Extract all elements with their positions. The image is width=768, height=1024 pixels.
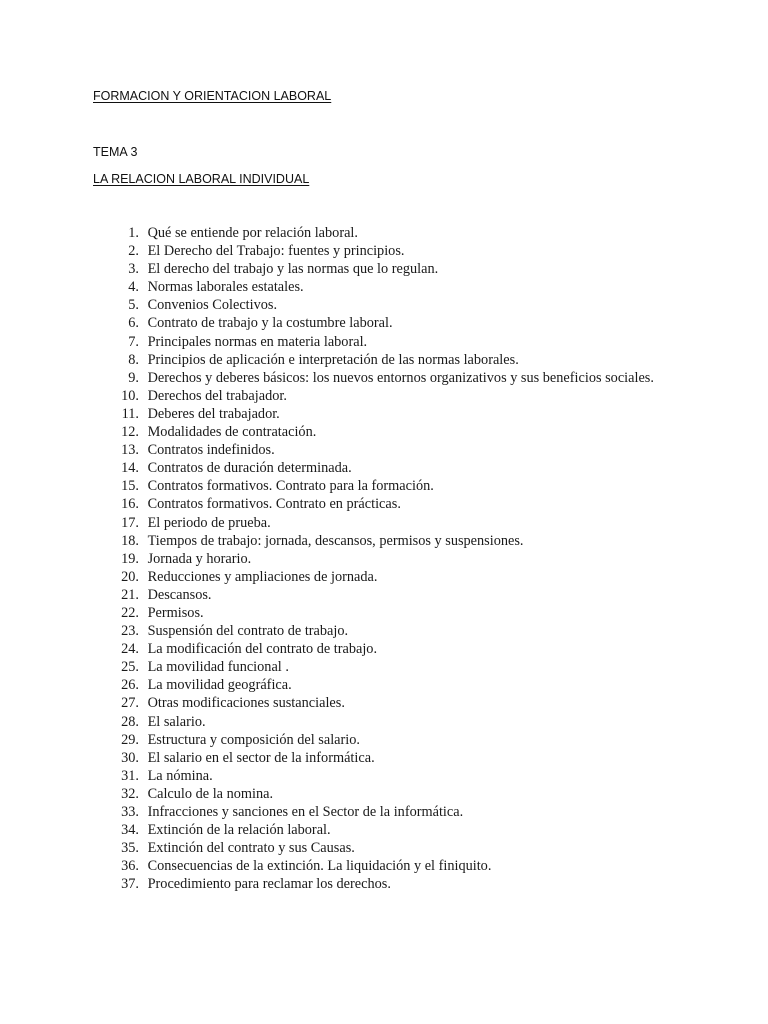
list-item bbox=[114, 224, 674, 242]
list-item-gap bbox=[139, 694, 148, 712]
list-item-number: 25. bbox=[121, 659, 139, 676]
list-item-number: 15. bbox=[121, 478, 139, 495]
list-item-gap bbox=[139, 658, 148, 676]
list-item bbox=[114, 550, 674, 568]
list-item bbox=[114, 568, 674, 586]
list-item-gap bbox=[139, 875, 148, 893]
list-item-text: Contratos de duración determinada. bbox=[147, 460, 352, 477]
list-item-number: 21. bbox=[121, 586, 139, 603]
list-item-number: 12. bbox=[121, 424, 139, 441]
list-item-text: Derechos del trabajador. bbox=[147, 387, 287, 404]
list-item-number: 28. bbox=[121, 713, 139, 730]
list-item-number: 22. bbox=[121, 604, 139, 621]
list-item-gap bbox=[139, 224, 148, 242]
list-item-gap bbox=[139, 803, 148, 821]
list-item-gap bbox=[139, 785, 148, 803]
list-item-text: Calculo de la nomina. bbox=[147, 785, 274, 802]
list-item-text: El periodo de prueba. bbox=[147, 514, 271, 531]
list-item-text: Principios de aplicación e interpretación de las normas laborales. bbox=[147, 351, 519, 368]
list-item-number: 13. bbox=[121, 442, 139, 459]
list-item-text: Extinción de la relación laboral. bbox=[147, 822, 331, 839]
list-item-number: 7. bbox=[128, 333, 139, 350]
list-item bbox=[114, 333, 674, 351]
list-item-gap bbox=[139, 514, 148, 532]
list-item-number: 14. bbox=[121, 460, 139, 477]
list-item-gap bbox=[139, 459, 148, 477]
list-item-number: 34. bbox=[121, 822, 139, 839]
list-item-number: 2. bbox=[128, 243, 139, 260]
list-item-text: Extinción del contrato y sus Causas. bbox=[147, 840, 355, 857]
list-item-gap bbox=[139, 278, 148, 296]
list-item-text: El salario en el sector de la informática. bbox=[147, 749, 375, 766]
list-item-gap bbox=[139, 839, 148, 857]
list-item bbox=[114, 713, 674, 731]
list-item-gap bbox=[139, 477, 148, 495]
list-item-number: 17. bbox=[121, 514, 139, 531]
list-item-text: La modificación del contrato de trabajo. bbox=[147, 641, 378, 658]
list-item-text: Qué se entiende por relación laboral. bbox=[147, 225, 358, 241]
list-item-number: 31. bbox=[121, 767, 139, 784]
list-item-text: Permisos. bbox=[147, 604, 204, 621]
list-item-text: El salario. bbox=[147, 713, 206, 730]
list-item bbox=[114, 441, 674, 459]
list-item-number: 3. bbox=[128, 261, 139, 278]
list-item-number: 24. bbox=[121, 641, 139, 658]
list-item-number: 5. bbox=[128, 297, 139, 314]
list-item bbox=[114, 731, 674, 749]
list-item bbox=[114, 821, 674, 839]
list-item bbox=[114, 676, 674, 694]
topic-label: TEMA 3 bbox=[93, 145, 138, 159]
list-item-gap bbox=[139, 314, 148, 332]
list-item-number: 23. bbox=[121, 623, 139, 640]
list-item-text: Procedimiento para reclamar los derechos. bbox=[147, 876, 391, 893]
list-item bbox=[114, 296, 674, 314]
list-item-text: Tiempos de trabajo: jornada, descansos, permisos y suspensiones. bbox=[147, 532, 524, 549]
list-item-number: 29. bbox=[121, 731, 139, 748]
list-item-number: 35. bbox=[121, 840, 139, 857]
list-item bbox=[114, 658, 674, 676]
list-item-gap bbox=[139, 242, 148, 260]
list-item bbox=[114, 532, 674, 550]
list-item-text: Contratos formativos. Contrato en prácticas. bbox=[147, 496, 401, 513]
list-item-number: 10. bbox=[121, 387, 139, 404]
list-item bbox=[114, 387, 674, 405]
list-item-gap bbox=[139, 731, 148, 749]
list-item-text: Deberes del trabajador. bbox=[147, 405, 280, 422]
list-item-number: 30. bbox=[121, 749, 139, 766]
list-item-gap bbox=[139, 423, 148, 441]
list-item bbox=[114, 586, 674, 604]
list-item bbox=[114, 459, 674, 477]
list-item bbox=[114, 405, 674, 423]
document-title: FORMACION Y ORIENTACION LABORAL bbox=[93, 89, 332, 103]
list-item-gap bbox=[139, 568, 148, 586]
list-item-text: Principales normas en materia laboral. bbox=[147, 333, 368, 350]
list-item-text: Infracciones y sanciones en el Sector de la informática. bbox=[147, 804, 464, 820]
list-item-number: 4. bbox=[128, 279, 139, 296]
list-item bbox=[114, 749, 674, 767]
list-item bbox=[114, 242, 674, 260]
list-item-gap bbox=[139, 532, 148, 550]
list-item bbox=[114, 423, 674, 441]
list-item bbox=[114, 369, 674, 387]
list-item-number: 36. bbox=[121, 858, 139, 875]
list-item-gap bbox=[139, 296, 148, 314]
list-item-number: 18. bbox=[121, 532, 139, 549]
list-item-number: 33. bbox=[121, 804, 139, 820]
list-item bbox=[114, 640, 674, 658]
list-item-gap bbox=[139, 622, 148, 640]
list-item-text: Derechos y deberes básicos: los nuevos entornos organizativos y sus beneficios sociales. bbox=[147, 369, 654, 386]
list-item-text: Contrato de trabajo y la costumbre laboral. bbox=[147, 315, 393, 332]
list-item-text: El Derecho del Trabajo: fuentes y principios. bbox=[147, 243, 405, 260]
list-item-gap bbox=[139, 495, 148, 513]
list-item-gap bbox=[139, 749, 148, 767]
list-item bbox=[114, 278, 674, 296]
list-item-number: 20. bbox=[121, 568, 139, 585]
list-item-gap bbox=[139, 821, 148, 839]
list-item-text: Convenios Colectivos. bbox=[147, 297, 278, 314]
list-item-text: La movilidad geográfica. bbox=[147, 677, 292, 694]
list-item-gap bbox=[139, 713, 148, 731]
document-subtitle: LA RELACION LABORAL INDIVIDUAL bbox=[93, 172, 310, 186]
list-item-gap bbox=[139, 405, 148, 423]
list-item bbox=[114, 839, 674, 857]
list-item-gap bbox=[139, 767, 148, 785]
list-item-gap bbox=[139, 640, 148, 658]
list-item-number: 11. bbox=[121, 405, 139, 422]
list-item-gap bbox=[139, 550, 148, 568]
list-item-text: Descansos. bbox=[147, 586, 212, 603]
list-item bbox=[114, 604, 674, 622]
list-item bbox=[114, 694, 674, 712]
list-item-gap bbox=[139, 369, 148, 387]
list-item-number: 6. bbox=[128, 315, 139, 332]
list-item-number: 16. bbox=[121, 496, 139, 513]
list-item-gap bbox=[139, 260, 148, 278]
list-item-text: El derecho del trabajo y las normas que lo regulan. bbox=[147, 261, 439, 278]
list-item bbox=[114, 857, 674, 875]
list-item-text: Suspensión del contrato de trabajo. bbox=[147, 623, 349, 640]
list-item-number: 26. bbox=[121, 677, 139, 694]
list-item-text: Otras modificaciones sustanciales. bbox=[147, 695, 345, 712]
list-item-number: 32. bbox=[121, 785, 139, 802]
list-item-number: 9. bbox=[128, 369, 139, 386]
list-item-number: 37. bbox=[121, 876, 139, 893]
list-item bbox=[114, 622, 674, 640]
list-item-gap bbox=[139, 333, 148, 351]
list-item-number: 1. bbox=[128, 225, 139, 241]
list-item-gap bbox=[139, 604, 148, 622]
list-item bbox=[114, 803, 674, 821]
list-item bbox=[114, 495, 674, 513]
list-item-text: Contratos formativos. Contrato para la formación. bbox=[147, 478, 434, 495]
list-item-number: 27. bbox=[121, 695, 139, 712]
list-item bbox=[114, 514, 674, 532]
list-item bbox=[114, 785, 674, 803]
list-item bbox=[114, 875, 674, 893]
list-item-text: Consecuencias de la extinción. La liquidación y el finiquito. bbox=[147, 858, 492, 875]
list-item-text: La nómina. bbox=[147, 767, 213, 784]
list-item-text: Reducciones y ampliaciones de jornada. bbox=[147, 568, 378, 585]
list-item-number: 19. bbox=[121, 550, 139, 567]
list-item-gap bbox=[139, 441, 148, 459]
topic-list bbox=[114, 224, 674, 893]
list-item-gap bbox=[139, 676, 148, 694]
list-item-text: Estructura y composición del salario. bbox=[147, 731, 360, 748]
list-item-gap bbox=[139, 586, 148, 604]
list-item bbox=[114, 314, 674, 332]
list-item-number: 8. bbox=[128, 351, 139, 368]
list-item-gap bbox=[139, 351, 148, 369]
list-item-gap bbox=[139, 857, 148, 875]
list-item-text: Normas laborales estatales. bbox=[147, 279, 304, 296]
list-item-gap bbox=[139, 387, 148, 405]
list-item-text: Contratos indefinidos. bbox=[147, 442, 275, 459]
list-item bbox=[114, 351, 674, 369]
list-item-text: La movilidad funcional . bbox=[147, 659, 289, 676]
list-item bbox=[114, 477, 674, 495]
list-item-text: Modalidades de contratación. bbox=[147, 424, 317, 441]
list-item bbox=[114, 260, 674, 278]
list-item bbox=[114, 767, 674, 785]
list-item-text: Jornada y horario. bbox=[147, 550, 252, 567]
